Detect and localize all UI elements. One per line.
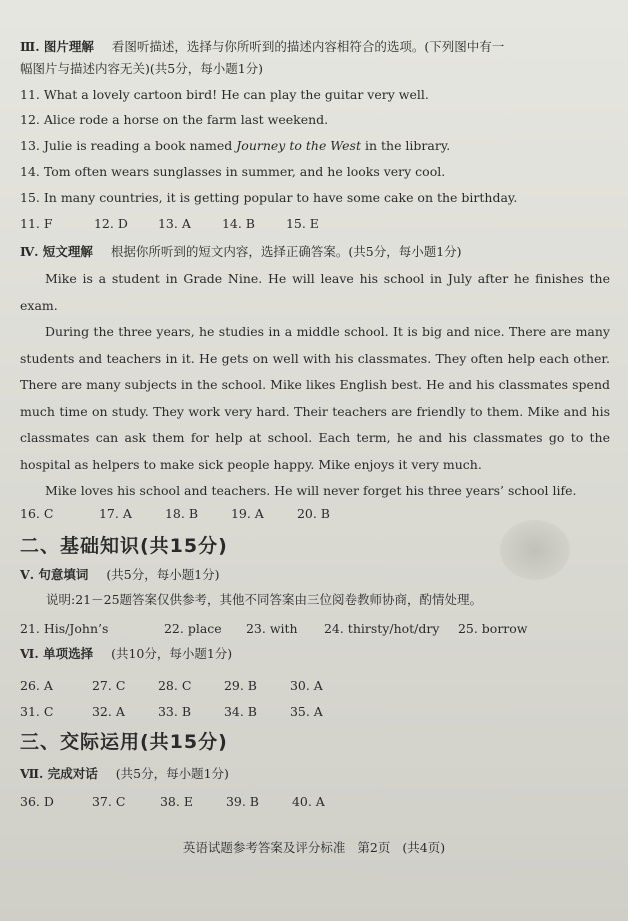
footer-total-pages: (共4页) — [402, 840, 446, 855]
answer-13: 13. A — [157, 216, 191, 231]
section3-item-12: 12. Alice rode a horse on the farm last weekend. — [20, 112, 329, 127]
section3-header — [20, 38, 616, 56]
answer-33: 33. B — [157, 704, 192, 719]
answer-34: 34. B — [223, 704, 257, 719]
section3-item-13-text: 13. Julie is reading a book named — [20, 138, 233, 153]
section3-answers — [20, 215, 616, 233]
answer-16: 16. C — [20, 506, 54, 521]
footer-page-number: 第2页 — [357, 840, 391, 855]
section3-instruction: 看图听描述，选择与你所听到的描述内容相符合的选项。(下列图中有一 — [111, 39, 505, 54]
section7-answers — [20, 793, 616, 811]
answer-11: 11. F — [20, 216, 53, 231]
section4-instruction: 根据你所听到的短文内容，选择正确答案。(共5分，每小题1分) — [110, 244, 462, 259]
section3-item-14: 14. Tom often wears sunglasses in summer, and he looks very cool. — [20, 164, 446, 179]
answer-18: 18. B — [164, 506, 199, 521]
answer-40: 40. A — [291, 794, 325, 809]
answer-24: 24. thirsty/hot/dry — [323, 621, 440, 636]
section3-label: Ⅲ. 图片理解 — [20, 39, 94, 54]
answer-38: 38. E — [159, 794, 193, 809]
page-footer — [0, 838, 628, 856]
answer-17: 17. A — [98, 506, 132, 521]
passage-paragraph-1: Mike is a student in Grade Nine. He will leave his school in July after he finishes the exam. — [20, 271, 610, 313]
passage-paragraph-3: Mike loves his school and teachers. He will never forget his three years’ school life. — [45, 483, 577, 498]
section7-instruction: (共5分，每小题1分) — [115, 766, 229, 781]
answer-30: 30. A — [289, 678, 323, 693]
answer-22: 22. place — [163, 621, 222, 636]
section4-label: Ⅳ. 短文理解 — [20, 244, 93, 259]
section3-item-13-title: Journey to the West — [236, 138, 361, 153]
answer-20: 20. B — [296, 506, 330, 521]
passage-paragraph-2: During the three years, he studies in a middle school. It is big and nice. There are many students and teachers in it. He gets on well with his classmates. They often help each other. There are many subjects in the school. Mike likes English best. He and his classmates spend much time on study. They work very hard. Their teachers are friendly to them. Mike and his classmates can ask them for help at school. Each term, he and his classmates go to the hospital as helpers to make sick people happy. Mike enjoys it very much. — [20, 324, 610, 472]
section3-item-13 — [20, 137, 616, 155]
section6-instruction: (共10分，每小题1分) — [111, 646, 233, 661]
section5-answers — [20, 620, 616, 638]
section3-instruction-line2: 幅图片与描述内容无关)(共5分，每小题1分) — [20, 61, 264, 76]
section5-label: Ⅴ. 句意填词 — [20, 567, 89, 582]
footer-title: 英语试题参考答案及评分标准 — [182, 840, 346, 855]
answer-25: 25. borrow — [457, 621, 528, 636]
part2-title: 二、基础知识(共15分) — [20, 535, 228, 557]
answer-36: 36. D — [20, 794, 54, 809]
section5-note: 说明:21－25题答案仅供参考，其他不同答案由三位阅卷教师协商，酌情处理。 — [46, 592, 483, 607]
answer-15: 15. E — [285, 216, 319, 231]
section3-item-11: 11. What a lovely cartoon bird! He can play the guitar very well. — [20, 87, 429, 102]
answer-23: 23. with — [245, 621, 298, 636]
answer-29: 29. B — [223, 678, 257, 693]
section7-label: Ⅶ. 完成对话 — [20, 766, 98, 781]
section4-answers — [20, 505, 616, 523]
answer-37: 37. C — [91, 794, 126, 809]
answer-26: 26. A — [20, 678, 53, 693]
section4-header — [20, 243, 616, 261]
answer-39: 39. B — [225, 794, 259, 809]
answer-31: 31. C — [20, 704, 54, 719]
listening-passage — [20, 266, 610, 505]
section3-item-13-tail: in the library. — [364, 138, 451, 153]
section5-header — [20, 566, 616, 584]
answer-19: 19. A — [230, 506, 264, 521]
section7-header — [20, 765, 616, 783]
part3-title: 三、交际运用(共15分) — [20, 731, 228, 753]
section6-header — [20, 645, 616, 663]
section6-label: Ⅵ. 单项选择 — [20, 646, 94, 661]
answer-12: 12. D — [93, 216, 128, 231]
section3-item-15: 15. In many countries, it is getting popular to have some cake on the birthday. — [20, 190, 518, 205]
answer-32: 32. A — [91, 704, 125, 719]
section6-answers-row1 — [20, 677, 616, 695]
section6-answers-row2 — [20, 703, 616, 721]
answer-28: 28. C — [157, 678, 192, 693]
answer-21: 21. His/John’s — [20, 621, 109, 636]
answer-35: 35. A — [289, 704, 323, 719]
answer-27: 27. C — [91, 678, 126, 693]
answer-14: 14. B — [221, 216, 255, 231]
section5-instruction: (共5分，每小题1分) — [106, 567, 220, 582]
